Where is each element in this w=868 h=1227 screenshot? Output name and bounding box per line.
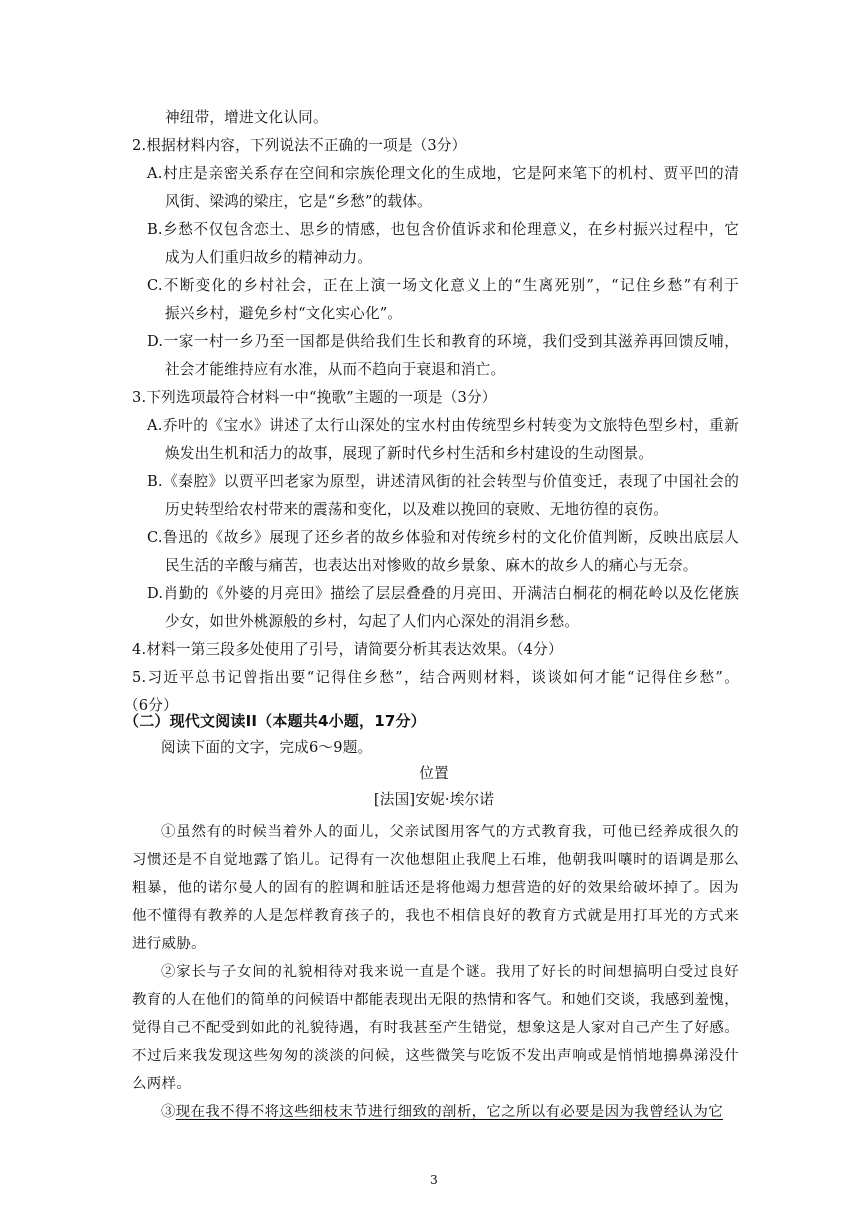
story-title: 位置	[419, 765, 449, 782]
text-line: D.肖勤的《外婆的月亮田》描绘了层层叠叠的月亮田、开满洁白桐花的桐花岭以及仡佬族	[147, 585, 739, 602]
paragraph-number: ③	[161, 1104, 176, 1120]
text-line: A.村庄是亲密关系存在空间和宗族伦理文化的生成地，它是阿来笔下的机村、贾平凹的清	[147, 165, 739, 182]
text-line: 少女，如世外桃源般的乡村，勾起了人们内心深处的涓涓乡愁。	[165, 613, 580, 630]
text-line: 振兴乡村，避免乡村“文化实心化”。	[165, 305, 403, 322]
reading-instruction: 阅读下面的文字，完成6～9题。	[161, 739, 373, 756]
text-line: 民生活的辛酸与痛苦，也表达出对惨败的故乡景象、麻木的故乡人的痛心与无奈。	[165, 557, 698, 574]
text-line: 社会才能维持应有水准，从而不趋向于衰退和消亡。	[165, 361, 506, 378]
text-line: 2.根据材料内容，下列说法不正确的一项是（3分）	[132, 137, 467, 154]
text-line: C.不断变化的乡村社会，正在上演一场文化意义上的“生离死别”，“记住乡愁”有利于	[147, 277, 739, 294]
text-line: 成为人们重归故乡的精神动力。	[165, 249, 373, 266]
text-line: 4.材料一第三段多处使用了引号，请简要分析其表达效果。（4分）	[132, 641, 563, 658]
text-line: 神纽带，增进文化认同。	[165, 109, 328, 126]
text-line: A.乔叶的《宝水》讲述了太行山深处的宝水村由传统型乡村转变为文旅特色型乡村，重新	[147, 417, 739, 434]
story-line: 教育的人在他们的简单的问候语中都能表现出无限的热情和客气。和她们交谈，我感到羞愧，	[132, 992, 739, 1008]
text-line: 历史转型给农村带来的震荡和变化，以及难以挽回的衰败、无地彷徨的哀伤。	[165, 501, 668, 518]
story-line: 不过后来我发现这些匆匆的淡淡的问候，这些微笑与吃饭不发出声响或是悄悄地擤鼻涕没什	[132, 1048, 739, 1064]
story-line: 觉得自己不配受到如此的礼貌待遇，有时我甚至产生错觉，想象这是人家对自己产生了好感。	[132, 1020, 739, 1036]
story-line: ②家长与子女间的礼貌相待对我来说一直是个谜。我用了好长的时间想搞明白受过良好	[161, 964, 739, 980]
text-line: D.一家一村一乡乃至一国都是供给我们生长和教育的环境，我们受到其滋养再回馈反哺，	[147, 333, 739, 350]
text-line: B.《秦腔》以贾平凹老家为原型，讲述清风街的社会转型与价值变迁，表现了中国社会的	[147, 473, 739, 490]
section-heading: （二）现代文阅读II（本题共4小题，17分）	[124, 712, 426, 730]
story-line: 么两样。	[132, 1076, 192, 1092]
page-number: 3	[430, 1173, 438, 1187]
story-line: 习惯还是不自觉地露了馅儿。记得有一次他想阻止我爬上石堆，他朝我叫嚷时的语调是那么	[132, 852, 739, 868]
story-line: 粗暴，他的诺尔曼人的固有的腔调和脏话还是将他竭力想营造的好的效果给破坏掉了。因为	[132, 880, 739, 896]
text-line: B.乡愁不仅包含恋土、思乡的情感，也包含价值诉求和伦理意义，在乡村振兴过程中，它	[147, 221, 739, 238]
text-line: C.鲁迅的《故乡》展现了还乡者的故乡体验和对传统乡村的文化价值判断，反映出底层人	[147, 529, 739, 546]
text-line: （6分）	[124, 697, 178, 714]
underlined-sentence: 现在我不得不将这些细枝末节进行细致的剖析，它之所以有必要是因为我曾经认为它	[175, 1104, 724, 1120]
text-line: 3.下列选项最符合材料一中“挽歌”主题的一项是（3分）	[132, 389, 497, 406]
story-line: ①虽然有的时候当着外人的面儿，父亲试图用客气的方式教育我，可他已经养成很久的	[161, 824, 739, 840]
text-line: 风街、梁鸿的梁庄，它是“乡愁”的载体。	[165, 193, 432, 210]
story-line: 他不懂得有教养的人是怎样教育孩子的，我也不相信良好的教育方式就是用打耳光的方式来	[132, 908, 739, 924]
text-line: 5.习近平总书记曾指出要“记得住乡愁”，结合两则材料，谈谈如何才能“记得住乡愁”。	[132, 669, 739, 686]
story-author: [法国]安妮·埃尔诺	[373, 791, 495, 808]
story-line: 进行威胁。	[132, 936, 206, 952]
story-paragraph-3-line	[161, 1102, 723, 1122]
text-line: 焕发出生机和活力的故事，展现了新时代乡村生活和乡村建设的生动图景。	[165, 445, 654, 462]
